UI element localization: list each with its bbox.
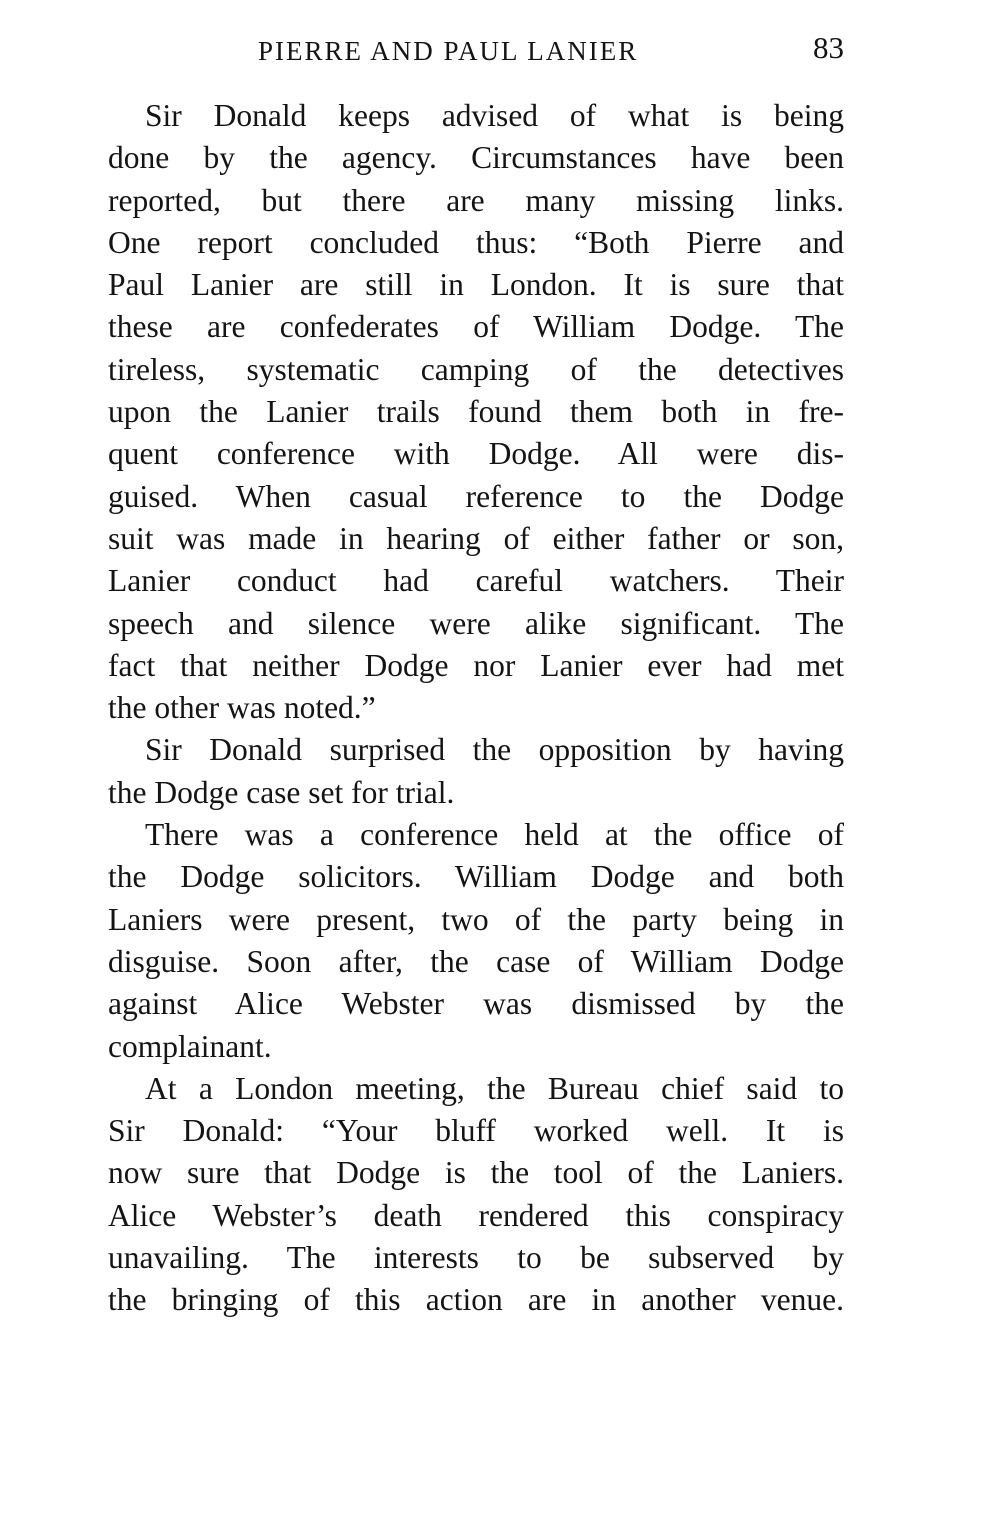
paragraph xyxy=(108,729,844,814)
text-line: the Dodge case set for trial. xyxy=(108,774,455,810)
page-number: 83 xyxy=(813,30,844,65)
text-line: Sir Donald keeps advised of what is being xyxy=(145,98,844,133)
text-line: speech and silence were alike significant. The xyxy=(108,605,844,641)
running-head xyxy=(108,30,844,74)
text-line: against Alice Webster was dismissed by the xyxy=(108,986,844,1022)
text-line: Laniers were present, two of the party being in xyxy=(108,901,844,937)
text-line: unavailing. The interests to be subserved by xyxy=(108,1240,844,1276)
text-line: done by the agency. Circumstances have been xyxy=(108,140,844,176)
text-line: quent conference with Dodge. All were dis- xyxy=(108,436,844,472)
text-line: Sir Donald surprised the opposition by having xyxy=(145,732,844,768)
text-line: One report concluded thus: “Both Pierre and xyxy=(108,224,844,260)
text-line: the Dodge solicitors. William Dodge and both xyxy=(108,859,844,895)
text-line: the bringing of this action are in another venue. xyxy=(108,1282,844,1318)
paragraph xyxy=(108,814,844,1068)
text-line: the other was noted.” xyxy=(108,690,376,726)
running-title: PIERRE AND PAUL LANIER xyxy=(258,36,639,66)
text-line: Paul Lanier are still in London. It is sure that xyxy=(108,267,844,303)
paragraph xyxy=(108,95,844,729)
text-line: fact that neither Dodge nor Lanier ever had met xyxy=(108,647,844,683)
text-line: now sure that Dodge is the tool of the Laniers. xyxy=(108,1155,844,1191)
text-line: disguise. Soon after, the case of William Dodge xyxy=(108,943,844,979)
text-line: Sir Donald: “Your bluff worked well. It is xyxy=(108,1113,844,1149)
text-line: complainant. xyxy=(108,1028,272,1064)
text-line: At a London meeting, the Bureau chief said to xyxy=(145,1070,844,1106)
paragraph xyxy=(108,1068,844,1322)
text-line: these are confederates of William Dodge. The xyxy=(108,309,844,345)
text-line: There was a conference held at the office of xyxy=(145,817,844,853)
text-line: Alice Webster’s death rendered this conspiracy xyxy=(108,1197,844,1233)
body-text xyxy=(108,95,844,1322)
text-line: upon the Lanier trails found them both in fre- xyxy=(108,394,844,430)
text-line: suit was made in hearing of either father or son, xyxy=(108,520,844,556)
text-line: tireless, systematic camping of the detectives xyxy=(108,351,844,387)
text-line: reported, but there are many missing links. xyxy=(108,182,844,218)
text-line: guised. When casual reference to the Dodge xyxy=(108,478,844,514)
text-line: Lanier conduct had careful watchers. Their xyxy=(108,563,844,599)
